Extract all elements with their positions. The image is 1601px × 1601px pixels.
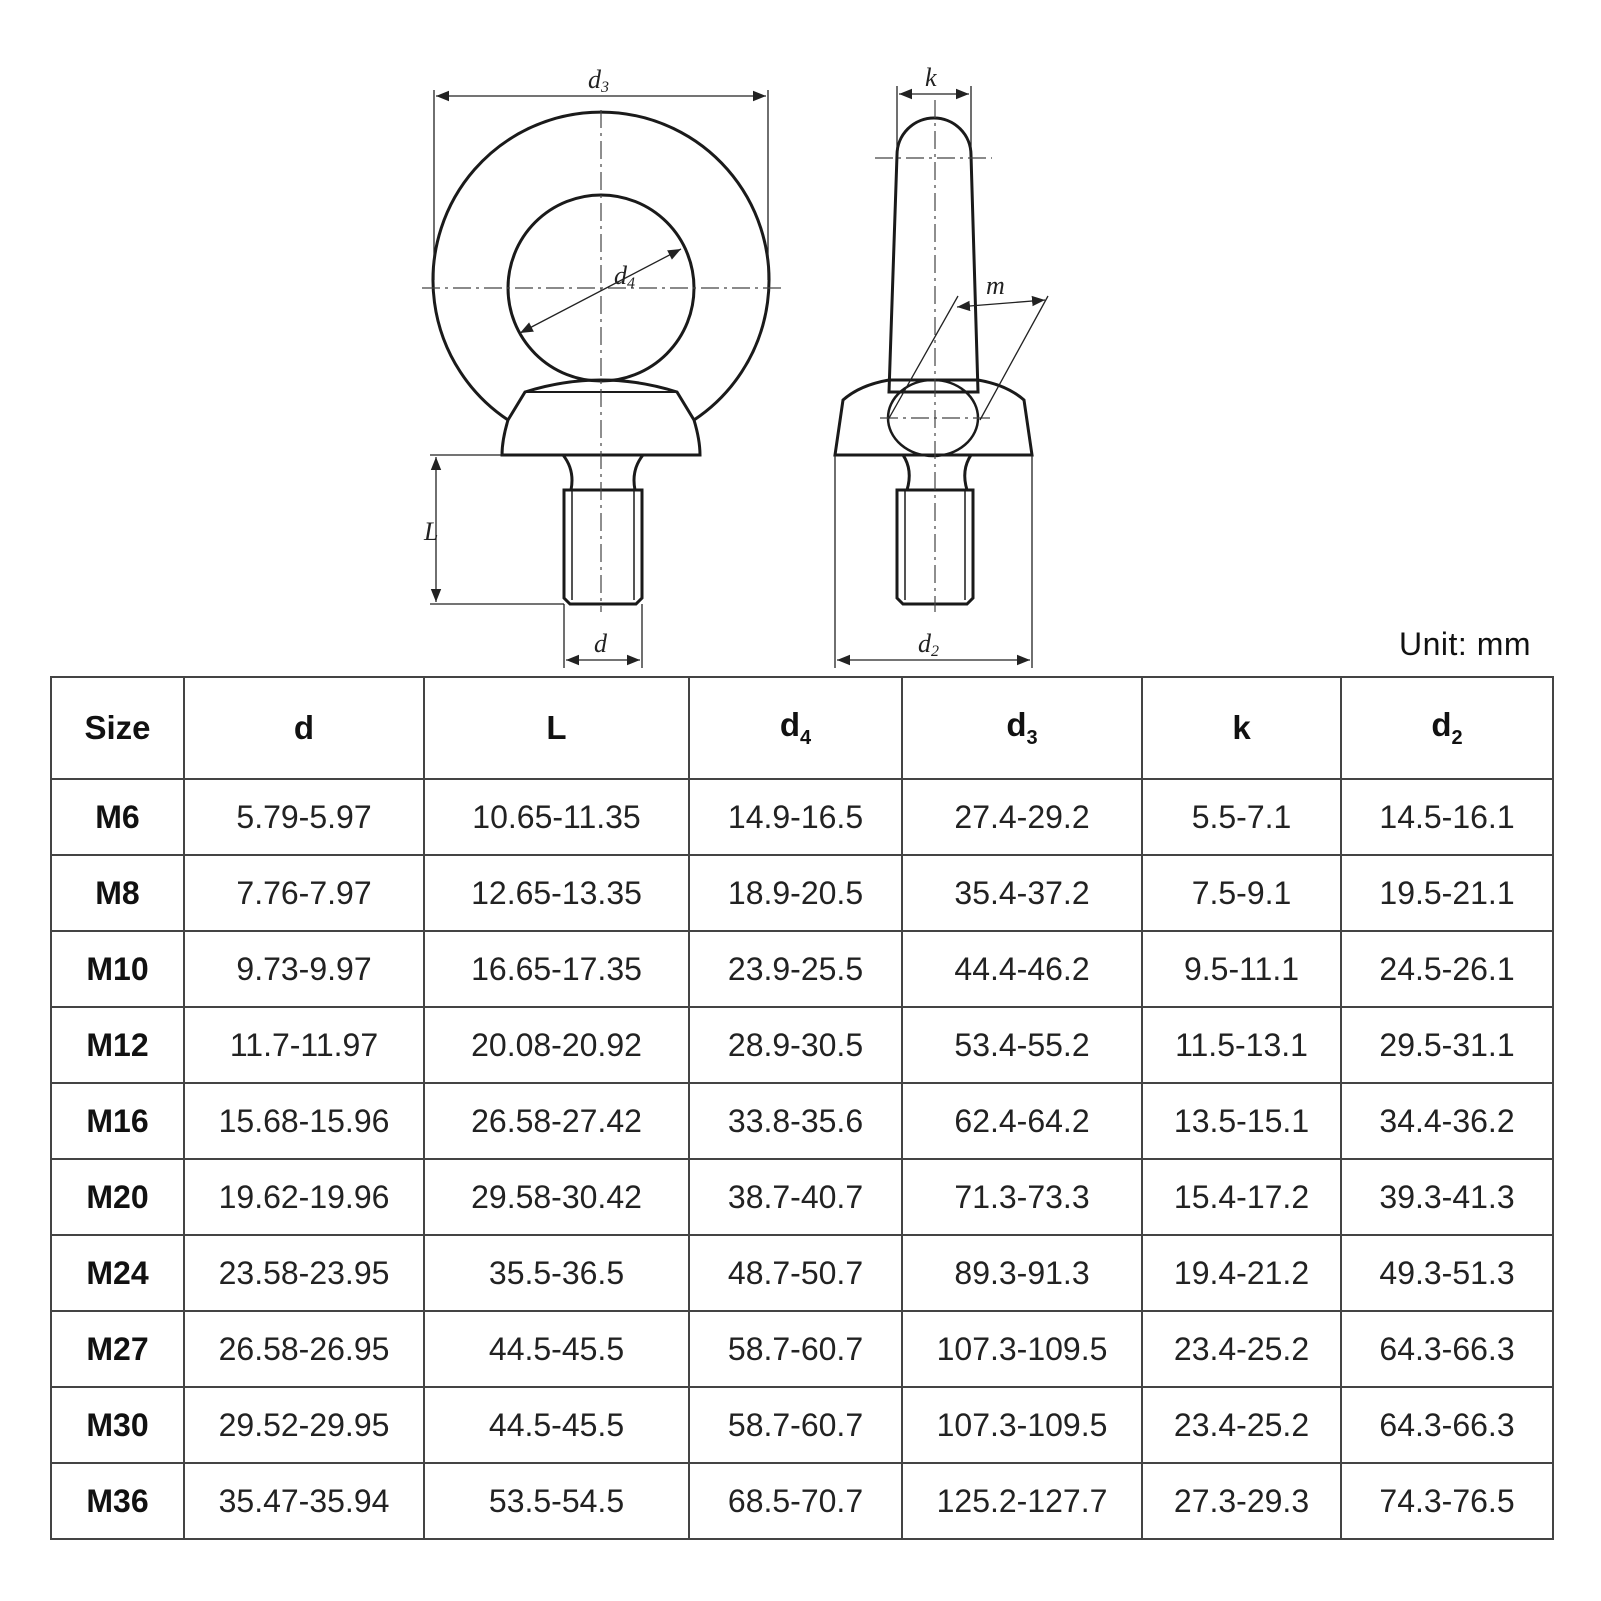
side-dimensions [835,86,1048,668]
value-cell: 29.5-31.1 [1341,1007,1553,1083]
value-cell: 9.5-11.1 [1142,931,1341,1007]
value-cell: 35.5-36.5 [424,1235,689,1311]
value-cell: 16.65-17.35 [424,931,689,1007]
value-cell: 20.08-20.92 [424,1007,689,1083]
value-cell: 49.3-51.3 [1341,1235,1553,1311]
value-cell: 44.5-45.5 [424,1311,689,1387]
column-header-label: d [1006,706,1027,743]
column-header [689,677,902,779]
value-cell: 15.68-15.96 [184,1083,424,1159]
column-header-label: d [779,706,801,743]
label-d3: d3 [588,65,609,96]
table-body [51,779,1553,1539]
column-header-subscript: 2 [1451,727,1463,749]
table-row [51,1463,1553,1539]
value-cell: 23.4-25.2 [1142,1311,1341,1387]
value-cell: 64.3-66.3 [1341,1387,1553,1463]
value-cell: 12.65-13.35 [424,855,689,931]
side-eye-body [889,118,978,392]
side-shank-neck [903,455,971,490]
value-cell: 7.76-7.97 [184,855,424,931]
dim-m-line [957,300,1045,307]
front-shank-neck [563,455,643,490]
value-cell: 23.4-25.2 [1142,1387,1341,1463]
value-cell: 34.4-36.2 [1341,1083,1553,1159]
size-cell: M27 [51,1311,184,1387]
eye-bolt-technical-drawing [0,0,1601,680]
value-cell: 125.2-127.7 [902,1463,1142,1539]
value-cell: 26.58-27.42 [424,1083,689,1159]
value-cell: 39.3-41.3 [1341,1159,1553,1235]
table-row [51,931,1553,1007]
value-cell: 71.3-73.3 [902,1159,1142,1235]
size-cell: M16 [51,1083,184,1159]
label-m: m [986,271,1005,300]
size-cell: M36 [51,1463,184,1539]
column-header-label: Size [84,709,151,746]
front-threaded-shank [564,490,642,604]
column-header [424,677,689,779]
size-cell: M20 [51,1159,184,1235]
unit-label: Unit: mm [1399,626,1531,662]
value-cell: 19.4-21.2 [1142,1235,1341,1311]
value-cell: 14.9-16.5 [689,779,902,855]
value-cell: 38.7-40.7 [689,1159,902,1235]
column-header-subscript: 3 [1026,727,1038,749]
size-cell: M24 [51,1235,184,1311]
value-cell: 44.5-45.5 [424,1387,689,1463]
table-row [51,1387,1553,1463]
value-cell: 107.3-109.5 [902,1311,1142,1387]
table-row [51,1311,1553,1387]
table-row [51,779,1553,855]
value-cell: 27.4-29.2 [902,779,1142,855]
value-cell: 107.3-109.5 [902,1387,1142,1463]
value-cell: 62.4-64.2 [902,1083,1142,1159]
value-cell: 28.9-30.5 [689,1007,902,1083]
column-header-label: L [546,709,567,746]
column-header-label: d [1431,706,1452,743]
value-cell: 18.9-20.5 [689,855,902,931]
label-L: L [424,517,439,546]
size-cell: M8 [51,855,184,931]
value-cell: 53.4-55.2 [902,1007,1142,1083]
column-header-label: d [293,709,315,746]
column-header [902,677,1142,779]
value-cell: 10.65-11.35 [424,779,689,855]
value-cell: 64.3-66.3 [1341,1311,1553,1387]
value-cell: 23.9-25.5 [689,931,902,1007]
value-cell: 35.47-35.94 [184,1463,424,1539]
value-cell: 58.7-60.7 [689,1311,902,1387]
value-cell: 26.58-26.95 [184,1311,424,1387]
value-cell: 19.62-19.96 [184,1159,424,1235]
value-cell: 29.52-29.95 [184,1387,424,1463]
value-cell: 48.7-50.7 [689,1235,902,1311]
value-cell: 27.3-29.3 [1142,1463,1341,1539]
size-cell: M6 [51,779,184,855]
value-cell: 14.5-16.1 [1341,779,1553,855]
front-view [422,110,782,612]
label-k: k [925,63,937,92]
side-view [835,100,1032,612]
size-cell: M30 [51,1387,184,1463]
table-row [51,1159,1553,1235]
column-header [51,677,184,779]
value-cell: 11.7-11.97 [184,1007,424,1083]
column-header-subscript: 4 [800,727,812,749]
value-cell: 19.5-21.1 [1341,855,1553,931]
size-cell: M10 [51,931,184,1007]
value-cell: 74.3-76.5 [1341,1463,1553,1539]
label-d4: d4 [614,261,635,292]
column-header [1341,677,1553,779]
label-d2: d2 [918,629,939,660]
table-row [51,1007,1553,1083]
value-cell: 23.58-23.95 [184,1235,424,1311]
value-cell: 58.7-60.7 [689,1387,902,1463]
table-row [51,1235,1553,1311]
value-cell: 11.5-13.1 [1142,1007,1341,1083]
value-cell: 35.4-37.2 [902,855,1142,931]
column-header [1142,677,1341,779]
value-cell: 89.3-91.3 [902,1235,1142,1311]
value-cell: 68.5-70.7 [689,1463,902,1539]
column-header [184,677,424,779]
value-cell: 29.58-30.42 [424,1159,689,1235]
value-cell: 44.4-46.2 [902,931,1142,1007]
value-cell: 33.8-35.6 [689,1083,902,1159]
specification-table [50,676,1554,1540]
column-header-label: k [1232,709,1251,746]
value-cell: 5.79-5.97 [184,779,424,855]
value-cell: 5.5-7.1 [1142,779,1341,855]
value-cell: 9.73-9.97 [184,931,424,1007]
value-cell: 53.5-54.5 [424,1463,689,1539]
size-cell: M12 [51,1007,184,1083]
label-d: d [594,629,607,658]
value-cell: 15.4-17.2 [1142,1159,1341,1235]
value-cell: 24.5-26.1 [1341,931,1553,1007]
table-row [51,855,1553,931]
value-cell: 7.5-9.1 [1142,855,1341,931]
value-cell: 13.5-15.1 [1142,1083,1341,1159]
table-row [51,1083,1553,1159]
table-header-row [51,677,1553,779]
